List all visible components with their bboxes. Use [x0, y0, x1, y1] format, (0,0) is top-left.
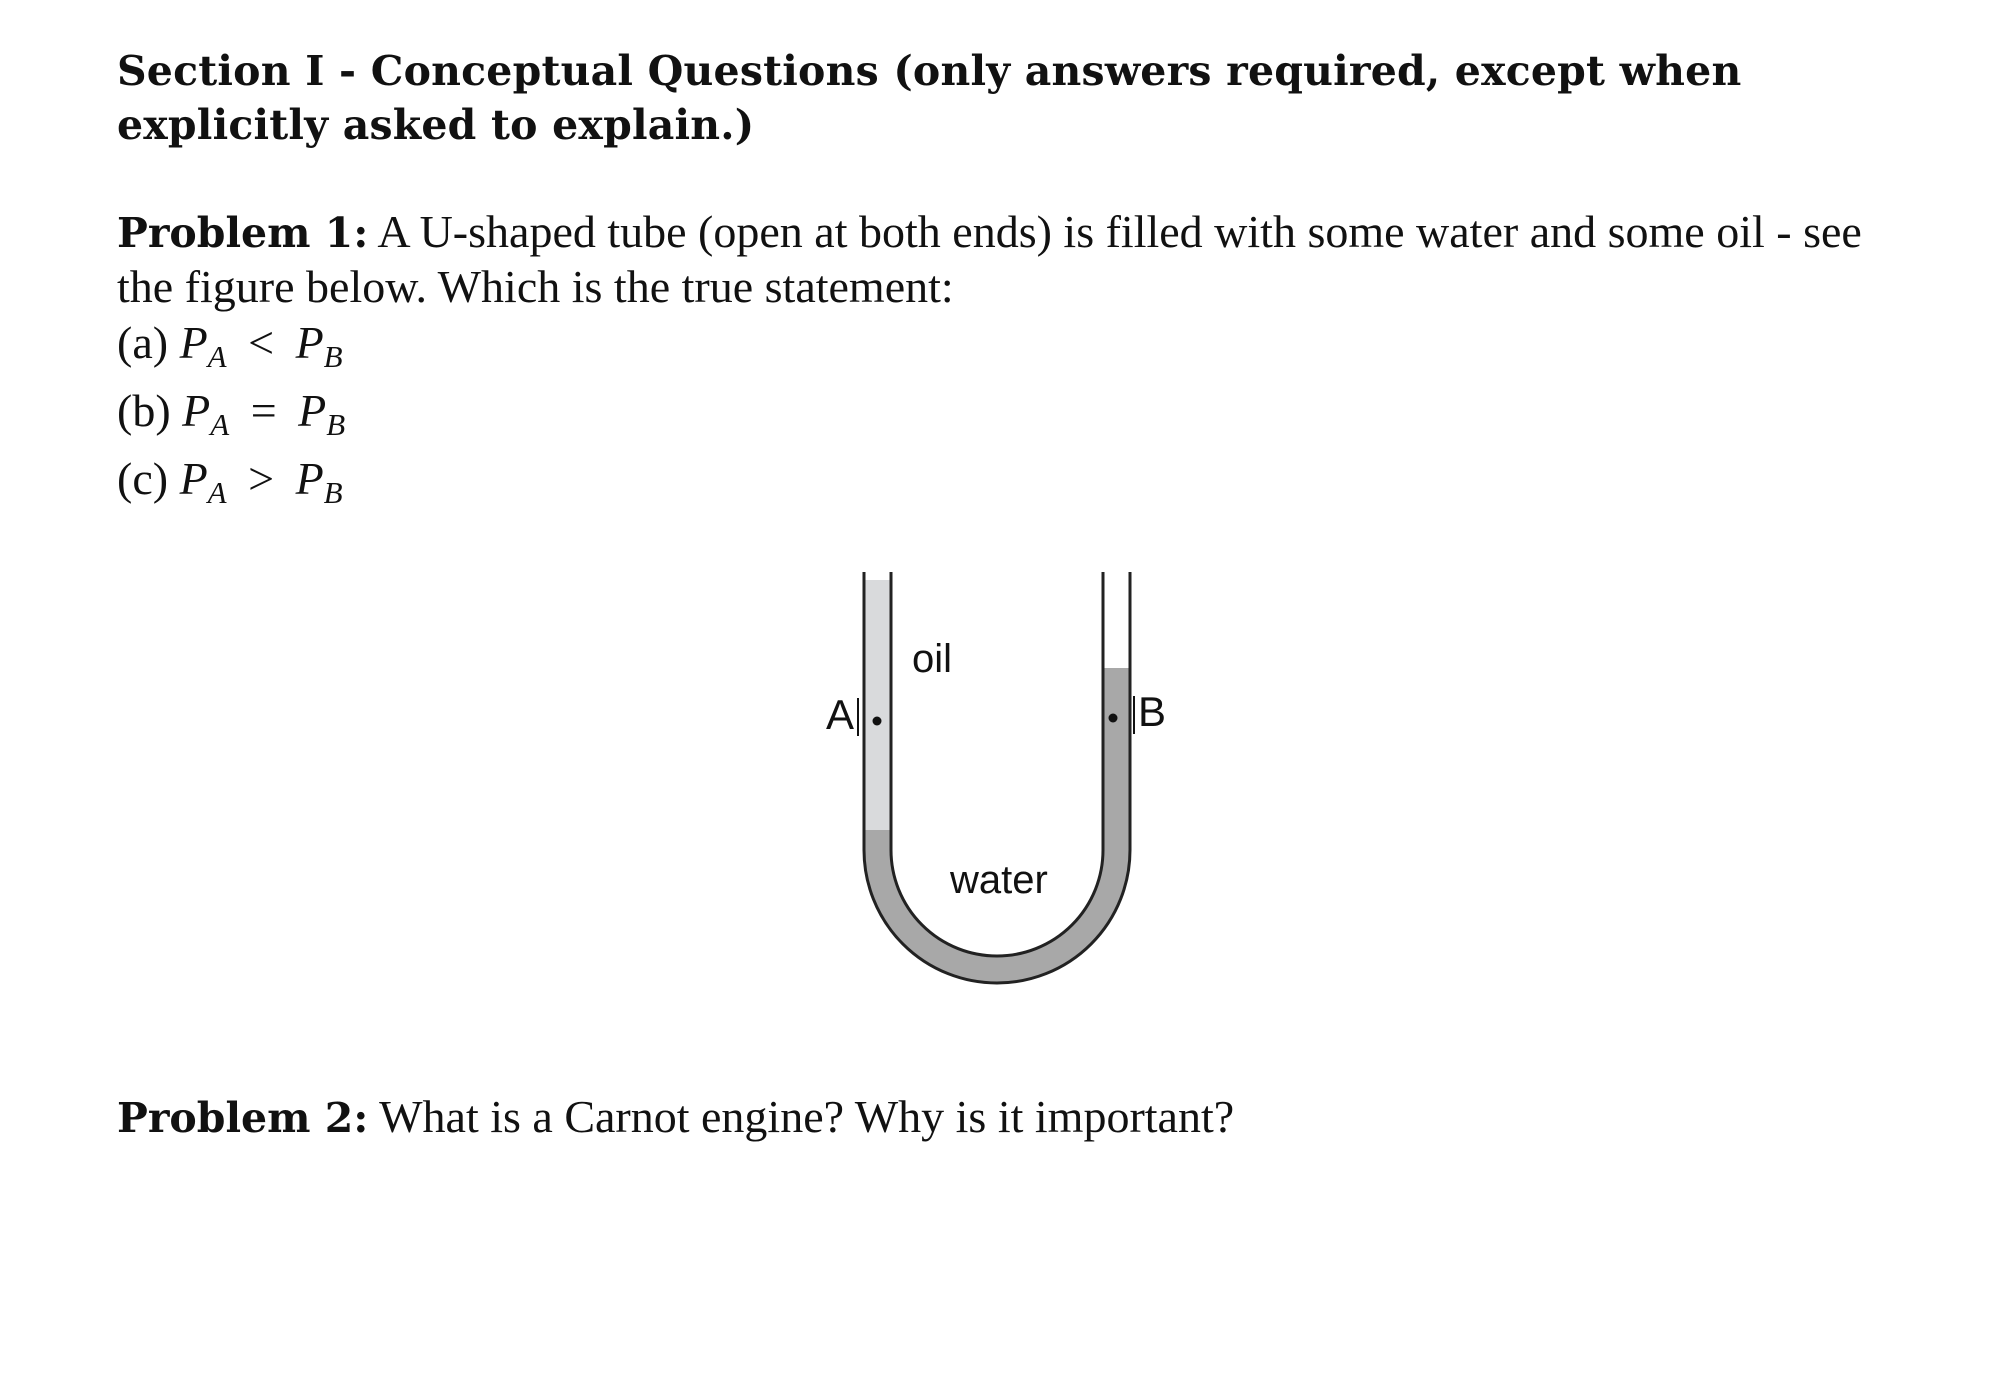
option-right-subscript: B — [326, 407, 346, 442]
option-label: (b) — [117, 385, 171, 436]
water-left-arm — [864, 830, 891, 850]
problem-1-text: A U-shaped tube (open at both ends) is filled with some water and some oil - see the figure below. Which is the true statement: — [117, 206, 1862, 312]
problem-1 — [117, 205, 1907, 314]
problem-1-heading: Problem 1: — [117, 209, 369, 257]
option-left-subscript: A — [207, 475, 227, 510]
option-left-symbol: P — [182, 385, 211, 436]
option-relation: = — [250, 385, 277, 436]
water-right-arm — [1103, 668, 1130, 850]
option-label: (a) — [117, 317, 169, 368]
point-b-dot — [1109, 714, 1118, 723]
option-left-symbol: P — [179, 317, 208, 368]
option-left-subscript: A — [210, 407, 230, 442]
oil-label: oil — [912, 637, 953, 681]
u-tube-figure — [800, 560, 1200, 1000]
point-a-dot — [873, 717, 882, 726]
answer-option-c — [117, 452, 345, 520]
answer-option-b — [117, 384, 345, 452]
section-title: Section I - Conceptual Questions (only answers required, except when explicitly asked to explain.) — [117, 47, 1742, 149]
answer-options — [117, 316, 345, 520]
water-label: water — [950, 858, 1048, 902]
option-relation: > — [248, 453, 275, 504]
option-right-symbol: P — [295, 453, 324, 504]
option-label: (c) — [117, 453, 169, 504]
problem-2-heading: Problem 2: — [117, 1094, 369, 1142]
option-right-symbol: P — [298, 385, 327, 436]
oil-column — [864, 580, 891, 830]
option-right-subscript: B — [323, 475, 343, 510]
option-right-subscript: B — [323, 339, 343, 374]
option-relation: < — [248, 317, 275, 368]
point-b-label: B — [1138, 688, 1167, 735]
problem-2-text: What is a Carnot engine? Why is it important? — [379, 1091, 1235, 1142]
option-left-subscript: A — [207, 339, 227, 374]
problem-2 — [117, 1090, 1907, 1145]
answer-option-a — [117, 316, 345, 384]
point-a-label: A — [826, 691, 855, 738]
option-right-symbol: P — [295, 317, 324, 368]
option-left-symbol: P — [179, 453, 208, 504]
